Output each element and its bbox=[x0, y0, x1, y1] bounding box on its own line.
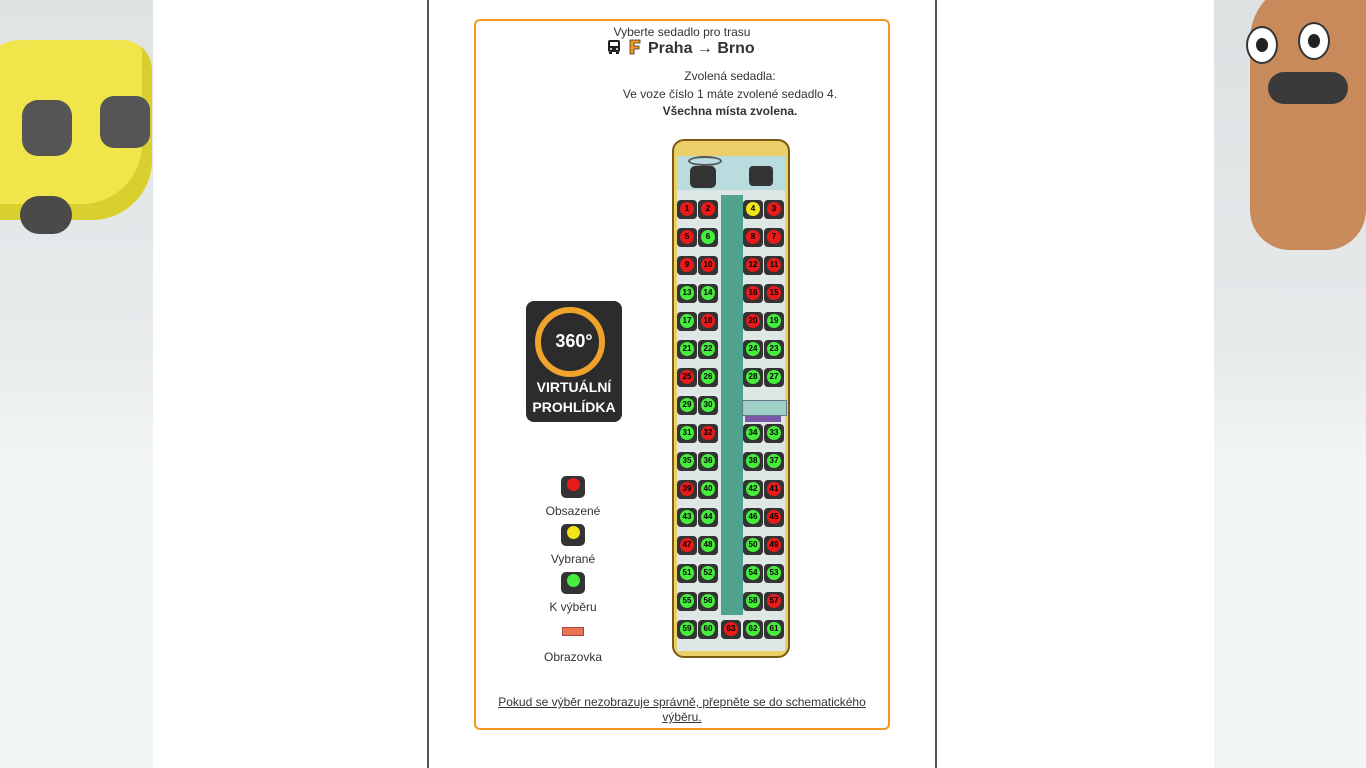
legend-selected-label: Vybrané bbox=[550, 552, 596, 566]
seat-19[interactable] bbox=[764, 312, 784, 331]
seat-number-12: 12 bbox=[746, 258, 760, 272]
seat-number-48: 48 bbox=[701, 538, 715, 552]
seat-number-49: 49 bbox=[767, 538, 781, 552]
seat-number-47: 47 bbox=[680, 538, 694, 552]
legend-screen bbox=[533, 624, 613, 664]
seat-number-32: 32 bbox=[701, 426, 715, 440]
seat-23[interactable] bbox=[764, 340, 784, 359]
background-left bbox=[0, 0, 153, 768]
seat-21[interactable] bbox=[677, 340, 697, 359]
seat-60[interactable] bbox=[698, 620, 718, 639]
seat-62[interactable] bbox=[743, 620, 763, 639]
seat-number-5: 5 bbox=[680, 230, 694, 244]
seat-number-18: 18 bbox=[701, 314, 715, 328]
seat-49 bbox=[764, 536, 784, 555]
seat-number-53: 53 bbox=[767, 566, 781, 580]
selected-seat-detail: Ve voze číslo 1 máte zvolené sedadlo 4. bbox=[622, 87, 838, 101]
route-header bbox=[606, 39, 755, 59]
occupied-seat-icon bbox=[561, 476, 585, 498]
seat-22[interactable] bbox=[698, 340, 718, 359]
seat-number-61: 61 bbox=[767, 622, 781, 636]
seat-number-28: 28 bbox=[746, 370, 760, 384]
seat-47 bbox=[677, 536, 697, 555]
seat-44[interactable] bbox=[698, 508, 718, 527]
seat-48[interactable] bbox=[698, 536, 718, 555]
seat-number-63: 63 bbox=[724, 622, 738, 636]
seat-7 bbox=[764, 228, 784, 247]
guide-seat-icon bbox=[749, 166, 773, 186]
schematic-view-link[interactable]: Pokud se výběr nezobrazuje správně, přepněte se do schematického výběru. bbox=[498, 695, 866, 724]
seat-35[interactable] bbox=[677, 452, 697, 471]
seat-number-26: 26 bbox=[701, 370, 715, 384]
seat-number-13: 13 bbox=[680, 286, 694, 300]
seat-4[interactable] bbox=[743, 200, 763, 219]
seat-53[interactable] bbox=[764, 564, 784, 583]
seat-8 bbox=[743, 228, 763, 247]
seat-50[interactable] bbox=[743, 536, 763, 555]
seat-58[interactable] bbox=[743, 592, 763, 611]
seat-number-57: 57 bbox=[767, 594, 781, 608]
available-seat-icon bbox=[561, 572, 585, 594]
seat-6[interactable] bbox=[698, 228, 718, 247]
seat-number-19: 19 bbox=[767, 314, 781, 328]
driver-seat-icon bbox=[690, 166, 716, 188]
seat-number-41: 41 bbox=[767, 482, 781, 496]
seat-11 bbox=[764, 256, 784, 275]
virtual-tour-label bbox=[526, 377, 622, 417]
seat-number-27: 27 bbox=[767, 370, 781, 384]
seat-57 bbox=[764, 592, 784, 611]
seat-number-62: 62 bbox=[746, 622, 760, 636]
seat-29[interactable] bbox=[677, 396, 697, 415]
seat-10 bbox=[698, 256, 718, 275]
toy-bus-window bbox=[100, 96, 150, 148]
seat-18 bbox=[698, 312, 718, 331]
seat-51[interactable] bbox=[677, 564, 697, 583]
bus-screen-strip bbox=[745, 416, 781, 422]
seat-28[interactable] bbox=[743, 368, 763, 387]
seat-number-33: 33 bbox=[767, 426, 781, 440]
seat-number-2: 2 bbox=[701, 202, 715, 216]
seat-number-10: 10 bbox=[701, 258, 715, 272]
seat-number-35: 35 bbox=[680, 454, 694, 468]
seat-40[interactable] bbox=[698, 480, 718, 499]
seat-number-3: 3 bbox=[767, 202, 781, 216]
seat-number-23: 23 bbox=[767, 342, 781, 356]
legend-available-label: K výběru bbox=[549, 600, 597, 614]
legend-available bbox=[533, 572, 613, 614]
fun-class-icon bbox=[628, 39, 642, 60]
seat-42[interactable] bbox=[743, 480, 763, 499]
seat-number-6: 6 bbox=[701, 230, 715, 244]
seat-30[interactable] bbox=[698, 396, 718, 415]
seat-number-15: 15 bbox=[767, 286, 781, 300]
toy-bus-window bbox=[22, 100, 72, 156]
seat-32 bbox=[698, 424, 718, 443]
seat-number-60: 60 bbox=[701, 622, 715, 636]
virtual-tour-line2: PROHLÍDKA bbox=[532, 399, 616, 415]
seat-number-31: 31 bbox=[680, 426, 694, 440]
seat-9 bbox=[677, 256, 697, 275]
seat-number-52: 52 bbox=[701, 566, 715, 580]
seat-number-16: 16 bbox=[746, 286, 760, 300]
seat-number-55: 55 bbox=[680, 594, 694, 608]
seat-number-29: 29 bbox=[680, 398, 694, 412]
seat-13[interactable] bbox=[677, 284, 697, 303]
seat-number-9: 9 bbox=[680, 258, 694, 272]
seat-number-37: 37 bbox=[767, 454, 781, 468]
kitchen-area bbox=[742, 400, 787, 416]
seat-15 bbox=[764, 284, 784, 303]
virtual-tour-degrees: 360° bbox=[555, 331, 593, 351]
seat-56[interactable] bbox=[698, 592, 718, 611]
legend-screen-label: Obrazovka bbox=[543, 650, 603, 664]
virtual-tour-line1: VIRTUÁLNÍ bbox=[536, 379, 612, 395]
seat-number-30: 30 bbox=[701, 398, 715, 412]
seat-39 bbox=[677, 480, 697, 499]
seat-12 bbox=[743, 256, 763, 275]
seat-number-8: 8 bbox=[746, 230, 760, 244]
route-title: Praha → Brno bbox=[648, 40, 755, 57]
seat-54[interactable] bbox=[743, 564, 763, 583]
seat-number-42: 42 bbox=[746, 482, 760, 496]
seat-number-51: 51 bbox=[680, 566, 694, 580]
seat-number-7: 7 bbox=[767, 230, 781, 244]
legend-selected bbox=[533, 524, 613, 566]
seat-59[interactable] bbox=[677, 620, 697, 639]
seat-number-56: 56 bbox=[701, 594, 715, 608]
seat-number-22: 22 bbox=[701, 342, 715, 356]
seat-number-59: 59 bbox=[680, 622, 694, 636]
seat-number-46: 46 bbox=[746, 510, 760, 524]
bus-aisle bbox=[721, 195, 743, 615]
legend-occupied bbox=[533, 476, 613, 518]
seat-33[interactable] bbox=[764, 424, 784, 443]
seat-27[interactable] bbox=[764, 368, 784, 387]
seat-16 bbox=[743, 284, 763, 303]
seat-45 bbox=[764, 508, 784, 527]
seat-number-11: 11 bbox=[767, 258, 781, 272]
deer-eye bbox=[1298, 22, 1330, 60]
seat-26[interactable] bbox=[698, 368, 718, 387]
seat-number-24: 24 bbox=[746, 342, 760, 356]
seat-55[interactable] bbox=[677, 592, 697, 611]
seat-41 bbox=[764, 480, 784, 499]
seat-31[interactable] bbox=[677, 424, 697, 443]
seat-number-36: 36 bbox=[701, 454, 715, 468]
seat-number-40: 40 bbox=[701, 482, 715, 496]
seat-3 bbox=[764, 200, 784, 219]
seat-24[interactable] bbox=[743, 340, 763, 359]
route-caption: Vyberte sedadlo pro trasu bbox=[613, 25, 751, 39]
seat-20 bbox=[743, 312, 763, 331]
selection-status: Všechna místa zvolena. bbox=[662, 104, 798, 118]
deer-nose bbox=[1268, 72, 1348, 104]
seat-number-34: 34 bbox=[746, 426, 760, 440]
toy-bus-wheel bbox=[20, 196, 72, 234]
seat-17[interactable] bbox=[677, 312, 697, 331]
steering-wheel-icon bbox=[688, 156, 722, 166]
seat-number-17: 17 bbox=[680, 314, 694, 328]
seat-number-25: 25 bbox=[680, 370, 694, 384]
bus-icon bbox=[606, 39, 622, 60]
seat-25 bbox=[677, 368, 697, 387]
seat-36[interactable] bbox=[698, 452, 718, 471]
virtual-tour-button[interactable] bbox=[526, 301, 622, 422]
seat-number-43: 43 bbox=[680, 510, 694, 524]
seat-number-20: 20 bbox=[746, 314, 760, 328]
seat-number-54: 54 bbox=[746, 566, 760, 580]
seat-63 bbox=[721, 620, 741, 639]
seat-number-50: 50 bbox=[746, 538, 760, 552]
seat-number-4: 4 bbox=[746, 202, 760, 216]
screen-icon bbox=[562, 627, 584, 636]
seat-52[interactable] bbox=[698, 564, 718, 583]
seat-5 bbox=[677, 228, 697, 247]
seat-number-44: 44 bbox=[701, 510, 715, 524]
seat-34[interactable] bbox=[743, 424, 763, 443]
seat-number-21: 21 bbox=[680, 342, 694, 356]
selected-seat-icon bbox=[561, 524, 585, 546]
seat-61[interactable] bbox=[764, 620, 784, 639]
seat-37[interactable] bbox=[764, 452, 784, 471]
seat-number-38: 38 bbox=[746, 454, 760, 468]
seat-2 bbox=[698, 200, 718, 219]
seat-number-14: 14 bbox=[701, 286, 715, 300]
deer-eye bbox=[1246, 26, 1278, 64]
seat-number-1: 1 bbox=[680, 202, 694, 216]
seat-1 bbox=[677, 200, 697, 219]
seat-43[interactable] bbox=[677, 508, 697, 527]
legend-occupied-label: Obsazené bbox=[545, 504, 601, 518]
seat-number-39: 39 bbox=[680, 482, 694, 496]
seat-46[interactable] bbox=[743, 508, 763, 527]
selected-seats-title: Zvolená sedadla: bbox=[684, 69, 776, 83]
seat-38[interactable] bbox=[743, 452, 763, 471]
seat-14[interactable] bbox=[698, 284, 718, 303]
seat-number-58: 58 bbox=[746, 594, 760, 608]
seat-number-45: 45 bbox=[767, 510, 781, 524]
